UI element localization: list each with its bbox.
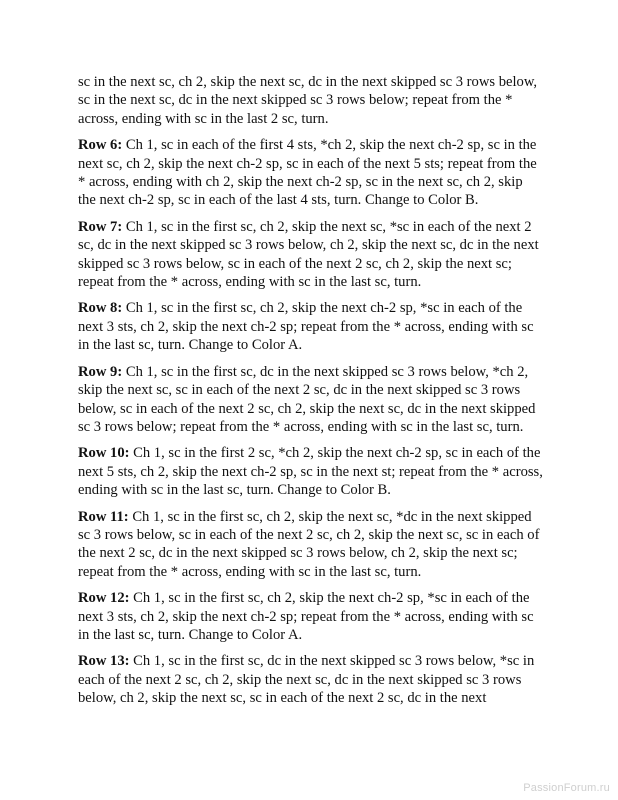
row-8-paragraph [78,299,544,354]
row-12-text: Ch 1, sc in the first sc, ch 2, skip the next ch-2 sp, *sc in each of the next 3 sts, ch 2, skip the next ch-2 sp; repeat from the * across, ending with sc in the last sc, turn. Change to Color A. [78,590,534,643]
row-7-label: Row 7: [78,218,123,235]
row-13-label: Row 13: [78,653,130,670]
document-page [78,73,544,716]
row-9-paragraph [78,363,544,437]
row-11-text: Ch 1, sc in the first sc, ch 2, skip the next sc, *dc in the next skipped sc 3 rows below, sc in each of the next 2 sc, ch 2, skip the next sc, sc in each of the next 2 sc, dc in the next skipped sc 3 rows below, ch 2, skip the next sc; repeat from the * across, ending with sc in the last sc, turn. [78,508,540,580]
row-10-text: Ch 1, sc in the first 2 sc, *ch 2, skip the next ch-2 sp, sc in each of the next 5 sts, ch 2, skip the next ch-2 sp, sc in the next st; repeat from the * across, ending with sc in the last sc, turn. Change to Color B. [78,445,543,499]
row-6-text: Ch 1, sc in each of the first 4 sts, *ch 2, skip the next ch-2 sp, sc in the next sc, ch 2, skip the next ch-2 sp, sc in each of the next 5 sts; repeat from the * across, ending with ch 2, skip the next ch-2 sp, sc in the next sc, ch 2, skip the next ch-2 sp, sc in each of the last 4 sts, turn. Change to Color B. [78,137,537,209]
row-13-paragraph [78,652,544,707]
row-6-paragraph [78,136,544,210]
row-7-text: Ch 1, sc in the first sc, ch 2, skip the next sc, *sc in each of the next 2 sc, dc in the next skipped sc 3 rows below, ch 2, skip the next sc, dc in the next skipped sc 3 rows below, sc in each of the next 2 sc, ch 2, skip the next sc; repeat from the * across, ending with sc in the last sc, turn. [78,218,539,291]
row-9-label: Row 9: [78,363,123,380]
continuation-paragraph: sc in the next sc, ch 2, skip the next sc, dc in the next skipped sc 3 rows below, sc in the next sc, dc in the next skipped sc 3 rows below; repeat from the * across, ending with sc in the last 2 sc, turn. [78,74,538,127]
row-13-text: Ch 1, sc in the first sc, dc in the next skipped sc 3 rows below, *sc in each of the next 2 sc, ch 2, skip the next sc, dc in the next skipped sc 3 rows below, ch 2, skip the next sc, sc in each of the next 2 sc, dc in the next [78,653,535,707]
row-12-paragraph [78,589,544,644]
row-9-text: Ch 1, sc in the first sc, dc in the next skipped sc 3 rows below, *ch 2, skip the next sc, sc in each of the next 2 sc, dc in the next skipped sc 3 rows below, sc in each of the next 2 sc, ch 2, skip the next sc, dc in the next skipped sc 3 rows below; repeat from the * across, ending with sc in the last sc, turn. [78,363,536,435]
row-10-paragraph [78,444,544,499]
row-10-label: Row 10: [78,445,130,462]
row-7-paragraph [78,218,544,292]
row-8-text: Ch 1, sc in the first sc, ch 2, skip the next ch-2 sp, *sc in each of the next 3 sts, ch 2, skip the next ch-2 sp; repeat from the * across, ending with sc in the last sc, turn. Change to Color A. [78,300,534,354]
row-8-label: Row 8: [78,300,123,317]
row-11-paragraph [78,508,544,582]
row-12-label: Row 12: [78,590,130,607]
row-6-label: Row 6: [78,137,123,154]
row-11-label: Row 11: [78,508,129,525]
site-watermark: PassionForum.ru [523,782,610,794]
